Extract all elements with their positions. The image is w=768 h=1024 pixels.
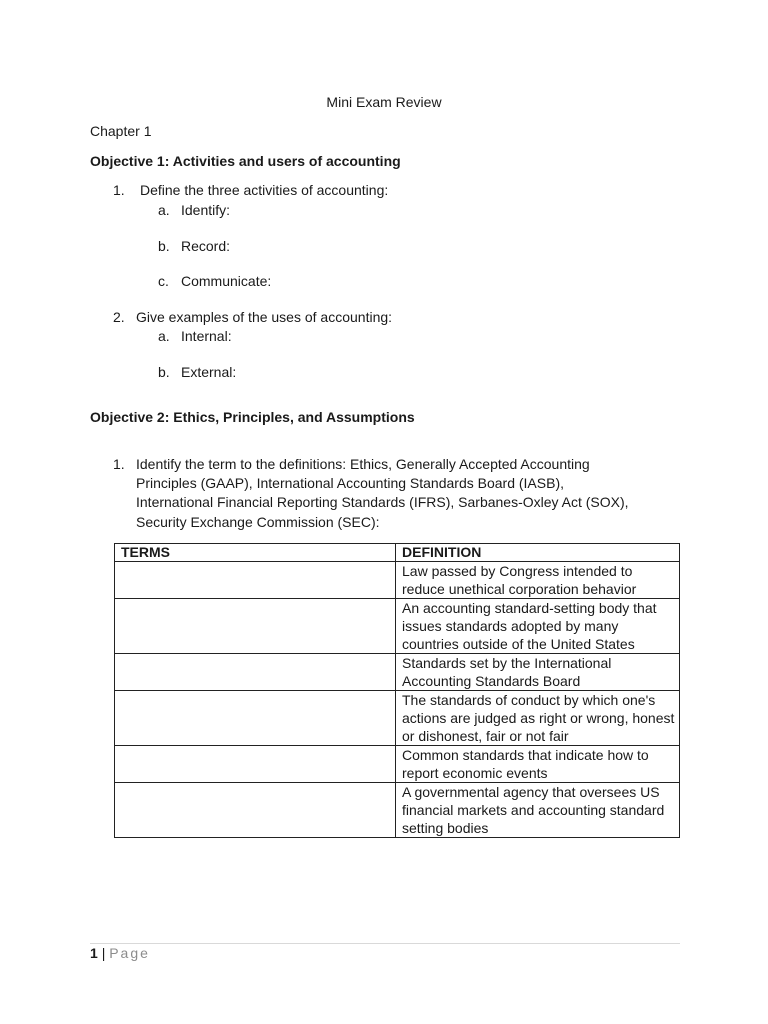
objective-2-heading: Objective 2: Ethics, Principles, and Assumptions xyxy=(90,409,415,425)
table-row xyxy=(115,599,680,654)
o1-q1-item-b-letter: b. xyxy=(158,238,170,254)
definition-cell: The standards of conduct by which one's actions are judged as right or wrong, honest or dishonest, fair or not fair xyxy=(396,691,680,746)
o1-q1-text: Define the three activities of accounting: xyxy=(140,182,389,198)
o2-q1-line-2: Principles (GAAP), International Accounting Standards Board (IASB), xyxy=(136,475,564,491)
o1-q2-number: 2. xyxy=(113,309,125,325)
table-row xyxy=(115,562,680,599)
o1-q2-item-a-text: Internal: xyxy=(181,328,232,344)
table-row xyxy=(115,654,680,691)
definition-cell: An accounting standard-setting body that issues standards adopted by many countries outside of the United States xyxy=(396,599,680,654)
o1-q1-item-a-letter: a. xyxy=(158,202,170,218)
definition-cell: Common standards that indicate how to report economic events xyxy=(396,746,680,783)
o1-q1-item-b-text: Record: xyxy=(181,238,231,254)
table-row xyxy=(115,746,680,783)
header-terms: TERMS xyxy=(115,544,396,562)
o2-q1-line-4: Security Exchange Commission (SEC): xyxy=(136,514,380,530)
table-row xyxy=(115,691,680,746)
term-cell[interactable] xyxy=(115,783,396,838)
o2-q1-line-1: Identify the term to the definitions: Ethics, Generally Accepted Accounting xyxy=(136,456,590,472)
footer-divider xyxy=(90,943,680,944)
o1-q1-item-c-letter: c. xyxy=(158,273,169,289)
o2-q1-line-3: International Financial Reporting Standards (IFRS), Sarbanes-Oxley Act (SOX), xyxy=(136,494,629,510)
table-row xyxy=(115,783,680,838)
o2-q1-number: 1. xyxy=(113,456,125,472)
objective-1-heading: Objective 1: Activities and users of accounting xyxy=(90,153,401,169)
definition-cell: A governmental agency that oversees US financial markets and accounting standard setting bodies xyxy=(396,783,680,838)
chapter-label: Chapter 1 xyxy=(90,123,152,139)
o1-q1-item-a-text: Identify: xyxy=(181,202,231,218)
term-cell[interactable] xyxy=(115,691,396,746)
term-cell[interactable] xyxy=(115,654,396,691)
o1-q2-item-b-letter: b. xyxy=(158,364,170,380)
document-title: Mini Exam Review xyxy=(326,94,442,110)
header-definition: DEFINITION xyxy=(396,544,680,562)
o1-q2-item-b-text: External: xyxy=(181,364,237,380)
terms-definition-table xyxy=(114,543,680,838)
page-label: Page xyxy=(109,945,150,961)
term-cell[interactable] xyxy=(115,599,396,654)
o1-q2-text: Give examples of the uses of accounting: xyxy=(136,309,393,325)
o1-q1-number: 1. xyxy=(113,182,125,198)
term-cell[interactable] xyxy=(115,562,396,599)
table-header-row xyxy=(115,544,680,562)
page-footer xyxy=(90,944,150,962)
term-cell[interactable] xyxy=(115,746,396,783)
page-number: 1 xyxy=(90,945,98,961)
definition-cell: Standards set by the International Accounting Standards Board xyxy=(396,654,680,691)
o1-q1-item-c-text: Communicate: xyxy=(181,273,272,289)
definition-cell: Law passed by Congress intended to reduce unethical corporation behavior xyxy=(396,562,680,599)
o1-q2-item-a-letter: a. xyxy=(158,328,170,344)
page-separator: | xyxy=(101,945,106,961)
